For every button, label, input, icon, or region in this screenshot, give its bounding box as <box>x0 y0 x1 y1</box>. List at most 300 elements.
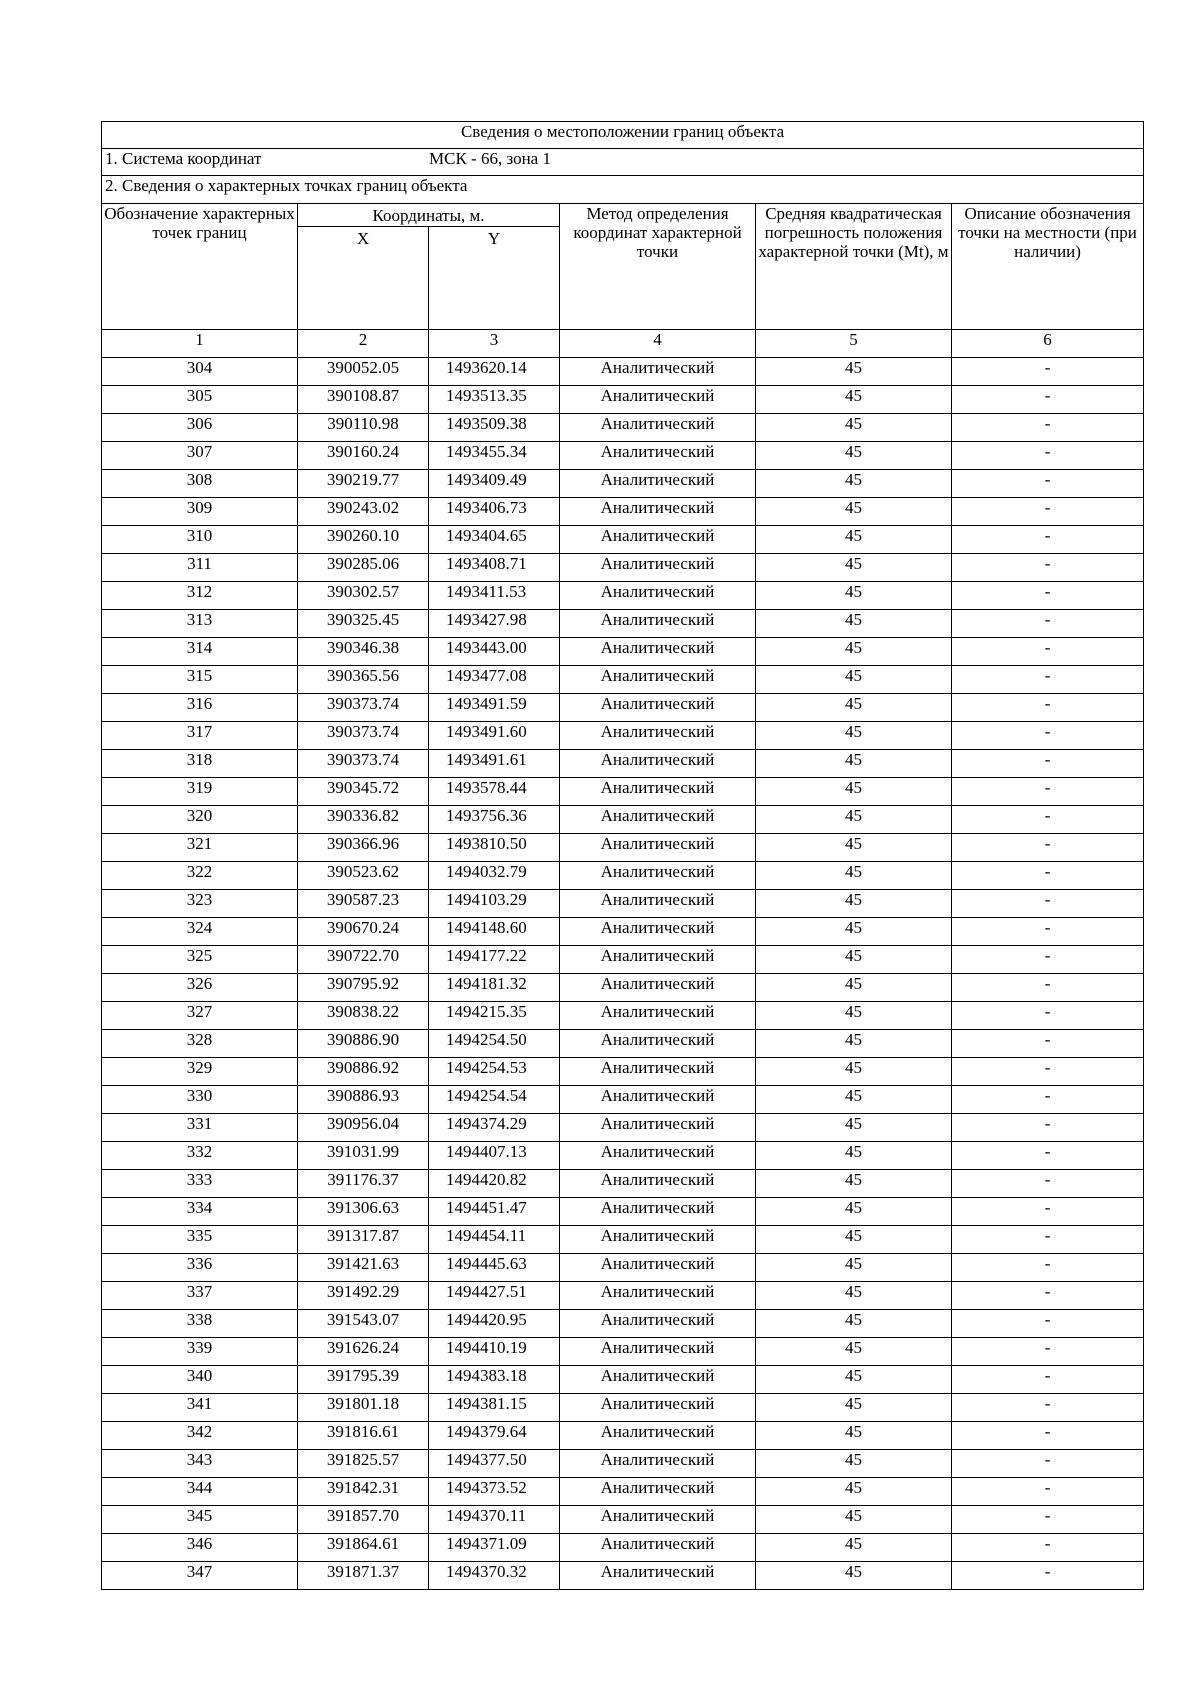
error-cell: 45 <box>756 1282 952 1310</box>
method-cell: Аналитический <box>560 806 756 834</box>
method-cell: Аналитический <box>560 442 756 470</box>
description-cell: - <box>952 1114 1144 1142</box>
method-cell: Аналитический <box>560 1170 756 1198</box>
description-cell: - <box>952 610 1144 638</box>
x-coordinate-cell: 390110.98 <box>298 414 429 442</box>
column-number: 2 <box>298 330 429 358</box>
error-cell: 45 <box>756 1338 952 1366</box>
point-id-cell: 328 <box>102 1030 298 1058</box>
y-coordinate-cell: 1493509.38 <box>429 414 560 442</box>
method-cell: Аналитический <box>560 1114 756 1142</box>
description-cell: - <box>952 1282 1144 1310</box>
method-cell: Аналитический <box>560 414 756 442</box>
y-coordinate-cell: 1493411.53 <box>429 582 560 610</box>
point-id-cell: 331 <box>102 1114 298 1142</box>
description-cell: - <box>952 1562 1144 1590</box>
description-cell: - <box>952 498 1144 526</box>
y-coordinate-cell: 1494370.11 <box>429 1506 560 1534</box>
description-cell: - <box>952 1002 1144 1030</box>
column-number: 4 <box>560 330 756 358</box>
point-id-cell: 304 <box>102 358 298 386</box>
description-cell: - <box>952 1310 1144 1338</box>
error-cell: 45 <box>756 1226 952 1254</box>
y-coordinate-cell: 1494254.54 <box>429 1086 560 1114</box>
table-row <box>102 1562 1144 1590</box>
table-row <box>102 582 1144 610</box>
method-cell: Аналитический <box>560 1058 756 1086</box>
column-number: 5 <box>756 330 952 358</box>
method-cell: Аналитический <box>560 666 756 694</box>
header-method: Метод определения координат характерной точки <box>560 204 756 330</box>
x-coordinate-cell: 390886.93 <box>298 1086 429 1114</box>
y-coordinate-cell: 1494451.47 <box>429 1198 560 1226</box>
method-cell: Аналитический <box>560 862 756 890</box>
table-row <box>102 1254 1144 1282</box>
table-row <box>102 1506 1144 1534</box>
table-row <box>102 890 1144 918</box>
y-coordinate-cell: 1494148.60 <box>429 918 560 946</box>
y-coordinate-cell: 1493477.08 <box>429 666 560 694</box>
method-cell: Аналитический <box>560 1086 756 1114</box>
description-cell: - <box>952 806 1144 834</box>
description-cell: - <box>952 1170 1144 1198</box>
table-row <box>102 1142 1144 1170</box>
method-cell: Аналитический <box>560 526 756 554</box>
error-cell: 45 <box>756 1254 952 1282</box>
error-cell: 45 <box>756 1142 952 1170</box>
error-cell: 45 <box>756 722 952 750</box>
header-mean-square-error: Средняя квадратическая погрешность положения характерной точки (Mt), м <box>756 204 952 330</box>
method-cell: Аналитический <box>560 918 756 946</box>
x-coordinate-cell: 390722.70 <box>298 946 429 974</box>
x-coordinate-cell: 390366.96 <box>298 834 429 862</box>
method-cell: Аналитический <box>560 778 756 806</box>
description-cell: - <box>952 918 1144 946</box>
section-2-row <box>102 176 1144 204</box>
y-coordinate-cell: 1494103.29 <box>429 890 560 918</box>
table-row <box>102 470 1144 498</box>
column-number-row <box>102 330 1144 358</box>
table-row <box>102 1002 1144 1030</box>
y-coordinate-cell: 1493408.71 <box>429 554 560 582</box>
description-cell: - <box>952 834 1144 862</box>
x-coordinate-cell: 391421.63 <box>298 1254 429 1282</box>
point-id-cell: 322 <box>102 862 298 890</box>
x-coordinate-cell: 391492.29 <box>298 1282 429 1310</box>
x-coordinate-cell: 391306.63 <box>298 1198 429 1226</box>
x-coordinate-cell: 391816.61 <box>298 1422 429 1450</box>
x-coordinate-cell: 391317.87 <box>298 1226 429 1254</box>
y-coordinate-cell: 1494379.64 <box>429 1422 560 1450</box>
y-coordinate-cell: 1493427.98 <box>429 610 560 638</box>
table-row <box>102 1450 1144 1478</box>
error-cell: 45 <box>756 498 952 526</box>
description-cell: - <box>952 666 1144 694</box>
point-id-cell: 326 <box>102 974 298 1002</box>
method-cell: Аналитический <box>560 1506 756 1534</box>
header-point-designation: Обозначение характерных точек границ <box>102 204 298 330</box>
error-cell: 45 <box>756 610 952 638</box>
method-cell: Аналитический <box>560 974 756 1002</box>
table-row <box>102 1394 1144 1422</box>
point-id-cell: 347 <box>102 1562 298 1590</box>
method-cell: Аналитический <box>560 386 756 414</box>
x-coordinate-cell: 390325.45 <box>298 610 429 638</box>
x-coordinate-cell: 390886.90 <box>298 1030 429 1058</box>
x-coordinate-cell: 390587.23 <box>298 890 429 918</box>
table-row <box>102 414 1144 442</box>
x-coordinate-cell: 390243.02 <box>298 498 429 526</box>
y-coordinate-cell: 1493406.73 <box>429 498 560 526</box>
point-id-cell: 330 <box>102 1086 298 1114</box>
table-row <box>102 442 1144 470</box>
table-row <box>102 778 1144 806</box>
method-cell: Аналитический <box>560 946 756 974</box>
description-cell: - <box>952 1198 1144 1226</box>
error-cell: 45 <box>756 414 952 442</box>
x-coordinate-cell: 390345.72 <box>298 778 429 806</box>
point-id-cell: 314 <box>102 638 298 666</box>
error-cell: 45 <box>756 974 952 1002</box>
error-cell: 45 <box>756 918 952 946</box>
error-cell: 45 <box>756 1534 952 1562</box>
point-id-cell: 305 <box>102 386 298 414</box>
error-cell: 45 <box>756 1002 952 1030</box>
description-cell: - <box>952 470 1144 498</box>
error-cell: 45 <box>756 1450 952 1478</box>
point-id-cell: 334 <box>102 1198 298 1226</box>
y-coordinate-cell: 1494374.29 <box>429 1114 560 1142</box>
x-coordinate-cell: 391176.37 <box>298 1170 429 1198</box>
table-row <box>102 638 1144 666</box>
error-cell: 45 <box>756 1366 952 1394</box>
y-coordinate-cell: 1493620.14 <box>429 358 560 386</box>
error-cell: 45 <box>756 638 952 666</box>
column-number: 6 <box>952 330 1144 358</box>
y-coordinate-cell: 1493491.59 <box>429 694 560 722</box>
point-id-cell: 335 <box>102 1226 298 1254</box>
x-coordinate-cell: 390052.05 <box>298 358 429 386</box>
error-cell: 45 <box>756 666 952 694</box>
table-row <box>102 918 1144 946</box>
point-id-cell: 313 <box>102 610 298 638</box>
y-coordinate-cell: 1494032.79 <box>429 862 560 890</box>
point-id-cell: 340 <box>102 1366 298 1394</box>
table-row <box>102 1534 1144 1562</box>
method-cell: Аналитический <box>560 498 756 526</box>
header-row-1 <box>102 204 1144 227</box>
table-row <box>102 834 1144 862</box>
point-id-cell: 312 <box>102 582 298 610</box>
description-cell: - <box>952 946 1144 974</box>
x-coordinate-cell: 390285.06 <box>298 554 429 582</box>
description-cell: - <box>952 442 1144 470</box>
method-cell: Аналитический <box>560 1002 756 1030</box>
description-cell: - <box>952 1478 1144 1506</box>
description-cell: - <box>952 1058 1144 1086</box>
table-row <box>102 1422 1144 1450</box>
point-id-cell: 321 <box>102 834 298 862</box>
description-cell: - <box>952 1506 1144 1534</box>
description-cell: - <box>952 358 1144 386</box>
point-id-cell: 325 <box>102 946 298 974</box>
error-cell: 45 <box>756 554 952 582</box>
x-coordinate-cell: 390373.74 <box>298 750 429 778</box>
error-cell: 45 <box>756 1562 952 1590</box>
y-coordinate-cell: 1494371.09 <box>429 1534 560 1562</box>
y-coordinate-cell: 1494377.50 <box>429 1450 560 1478</box>
error-cell: 45 <box>756 1086 952 1114</box>
description-cell: - <box>952 554 1144 582</box>
y-coordinate-cell: 1494181.32 <box>429 974 560 1002</box>
error-cell: 45 <box>756 1422 952 1450</box>
method-cell: Аналитический <box>560 834 756 862</box>
description-cell: - <box>952 1366 1144 1394</box>
point-id-cell: 324 <box>102 918 298 946</box>
table-row <box>102 1030 1144 1058</box>
coord-system-value: МСК - 66, зона 1 <box>429 149 551 168</box>
header-x: X <box>298 227 429 330</box>
method-cell: Аналитический <box>560 1198 756 1226</box>
point-id-cell: 306 <box>102 414 298 442</box>
error-cell: 45 <box>756 946 952 974</box>
x-coordinate-cell: 390373.74 <box>298 694 429 722</box>
x-coordinate-cell: 390219.77 <box>298 470 429 498</box>
x-coordinate-cell: 391857.70 <box>298 1506 429 1534</box>
description-cell: - <box>952 638 1144 666</box>
x-coordinate-cell: 390795.92 <box>298 974 429 1002</box>
error-cell: 45 <box>756 1170 952 1198</box>
x-coordinate-cell: 390346.38 <box>298 638 429 666</box>
error-cell: 45 <box>756 1478 952 1506</box>
point-id-cell: 342 <box>102 1422 298 1450</box>
method-cell: Аналитический <box>560 1450 756 1478</box>
method-cell: Аналитический <box>560 1534 756 1562</box>
description-cell: - <box>952 1030 1144 1058</box>
table-row <box>102 946 1144 974</box>
method-cell: Аналитический <box>560 358 756 386</box>
description-cell: - <box>952 582 1144 610</box>
y-coordinate-cell: 1493491.60 <box>429 722 560 750</box>
table-row <box>102 750 1144 778</box>
description-cell: - <box>952 1226 1144 1254</box>
method-cell: Аналитический <box>560 1030 756 1058</box>
x-coordinate-cell: 390373.74 <box>298 722 429 750</box>
table-row <box>102 554 1144 582</box>
error-cell: 45 <box>756 582 952 610</box>
x-coordinate-cell: 391543.07 <box>298 1310 429 1338</box>
error-cell: 45 <box>756 750 952 778</box>
y-coordinate-cell: 1494420.82 <box>429 1170 560 1198</box>
table-title: Сведения о местоположении границ объекта <box>102 122 1144 149</box>
description-cell: - <box>952 722 1144 750</box>
table-row <box>102 1310 1144 1338</box>
header-y: Y <box>429 227 560 330</box>
x-coordinate-cell: 391864.61 <box>298 1534 429 1562</box>
point-id-cell: 329 <box>102 1058 298 1086</box>
error-cell: 45 <box>756 1198 952 1226</box>
method-cell: Аналитический <box>560 694 756 722</box>
header-point-description: Описание обозначения точки на местности (при наличии) <box>952 204 1144 330</box>
column-number: 1 <box>102 330 298 358</box>
table-row <box>102 1282 1144 1310</box>
y-coordinate-cell: 1493455.34 <box>429 442 560 470</box>
table-row <box>102 498 1144 526</box>
y-coordinate-cell: 1493756.36 <box>429 806 560 834</box>
table-row <box>102 722 1144 750</box>
y-coordinate-cell: 1493810.50 <box>429 834 560 862</box>
point-id-cell: 316 <box>102 694 298 722</box>
error-cell: 45 <box>756 386 952 414</box>
title-row <box>102 122 1144 149</box>
point-id-cell: 345 <box>102 1506 298 1534</box>
y-coordinate-cell: 1493443.00 <box>429 638 560 666</box>
description-cell: - <box>952 1338 1144 1366</box>
table-row <box>102 862 1144 890</box>
error-cell: 45 <box>756 526 952 554</box>
description-cell: - <box>952 1450 1144 1478</box>
point-id-cell: 343 <box>102 1450 298 1478</box>
y-coordinate-cell: 1493404.65 <box>429 526 560 554</box>
description-cell: - <box>952 1422 1144 1450</box>
x-coordinate-cell: 391801.18 <box>298 1394 429 1422</box>
table-row <box>102 1086 1144 1114</box>
coord-system-cell <box>102 149 1144 176</box>
description-cell: - <box>952 386 1144 414</box>
point-id-cell: 327 <box>102 1002 298 1030</box>
y-coordinate-cell: 1493409.49 <box>429 470 560 498</box>
y-coordinate-cell: 1494420.95 <box>429 1310 560 1338</box>
method-cell: Аналитический <box>560 554 756 582</box>
point-id-cell: 346 <box>102 1534 298 1562</box>
point-id-cell: 332 <box>102 1142 298 1170</box>
y-coordinate-cell: 1494410.19 <box>429 1338 560 1366</box>
table-row <box>102 1114 1144 1142</box>
method-cell: Аналитический <box>560 638 756 666</box>
error-cell: 45 <box>756 1114 952 1142</box>
point-id-cell: 337 <box>102 1282 298 1310</box>
point-id-cell: 344 <box>102 1478 298 1506</box>
x-coordinate-cell: 390838.22 <box>298 1002 429 1030</box>
description-cell: - <box>952 1086 1144 1114</box>
x-coordinate-cell: 390523.62 <box>298 862 429 890</box>
description-cell: - <box>952 750 1144 778</box>
y-coordinate-cell: 1493513.35 <box>429 386 560 414</box>
point-id-cell: 336 <box>102 1254 298 1282</box>
description-cell: - <box>952 778 1144 806</box>
method-cell: Аналитический <box>560 1562 756 1590</box>
table-row <box>102 1366 1144 1394</box>
error-cell: 45 <box>756 862 952 890</box>
method-cell: Аналитический <box>560 722 756 750</box>
x-coordinate-cell: 390260.10 <box>298 526 429 554</box>
x-coordinate-cell: 391031.99 <box>298 1142 429 1170</box>
point-id-cell: 320 <box>102 806 298 834</box>
method-cell: Аналитический <box>560 1310 756 1338</box>
error-cell: 45 <box>756 694 952 722</box>
boundary-points-sheet <box>101 121 1143 1590</box>
table-row <box>102 1338 1144 1366</box>
table-row <box>102 806 1144 834</box>
column-number: 3 <box>429 330 560 358</box>
x-coordinate-cell: 390886.92 <box>298 1058 429 1086</box>
description-cell: - <box>952 862 1144 890</box>
method-cell: Аналитический <box>560 1478 756 1506</box>
y-coordinate-cell: 1494254.50 <box>429 1030 560 1058</box>
table-row <box>102 526 1144 554</box>
y-coordinate-cell: 1494407.13 <box>429 1142 560 1170</box>
point-id-cell: 333 <box>102 1170 298 1198</box>
y-coordinate-cell: 1494445.63 <box>429 1254 560 1282</box>
table-row <box>102 358 1144 386</box>
error-cell: 45 <box>756 1394 952 1422</box>
coord-system-row <box>102 149 1144 176</box>
error-cell: 45 <box>756 806 952 834</box>
table-row <box>102 1170 1144 1198</box>
x-coordinate-cell: 391626.24 <box>298 1338 429 1366</box>
y-coordinate-cell: 1494254.53 <box>429 1058 560 1086</box>
method-cell: Аналитический <box>560 1254 756 1282</box>
table-row <box>102 1198 1144 1226</box>
method-cell: Аналитический <box>560 1366 756 1394</box>
error-cell: 45 <box>756 890 952 918</box>
x-coordinate-cell: 391795.39 <box>298 1366 429 1394</box>
table-row <box>102 386 1144 414</box>
error-cell: 45 <box>756 1506 952 1534</box>
error-cell: 45 <box>756 1058 952 1086</box>
y-coordinate-cell: 1494215.35 <box>429 1002 560 1030</box>
y-coordinate-cell: 1494454.11 <box>429 1226 560 1254</box>
description-cell: - <box>952 1142 1144 1170</box>
table-row <box>102 1058 1144 1086</box>
y-coordinate-cell: 1493491.61 <box>429 750 560 778</box>
x-coordinate-cell: 390365.56 <box>298 666 429 694</box>
x-coordinate-cell: 390670.24 <box>298 918 429 946</box>
y-coordinate-cell: 1494370.32 <box>429 1562 560 1590</box>
y-coordinate-cell: 1494383.18 <box>429 1366 560 1394</box>
method-cell: Аналитический <box>560 890 756 918</box>
boundary-points-table <box>101 121 1144 1590</box>
point-id-cell: 319 <box>102 778 298 806</box>
table-row <box>102 1226 1144 1254</box>
point-id-cell: 317 <box>102 722 298 750</box>
point-id-cell: 315 <box>102 666 298 694</box>
x-coordinate-cell: 390160.24 <box>298 442 429 470</box>
description-cell: - <box>952 694 1144 722</box>
method-cell: Аналитический <box>560 582 756 610</box>
point-id-cell: 309 <box>102 498 298 526</box>
section-2-heading: 2. Сведения о характерных точках границ объекта <box>102 176 1144 204</box>
method-cell: Аналитический <box>560 1394 756 1422</box>
table-row <box>102 694 1144 722</box>
table-body <box>102 122 1144 1590</box>
point-id-cell: 339 <box>102 1338 298 1366</box>
method-cell: Аналитический <box>560 1282 756 1310</box>
x-coordinate-cell: 390336.82 <box>298 806 429 834</box>
y-coordinate-cell: 1494381.15 <box>429 1394 560 1422</box>
x-coordinate-cell: 391871.37 <box>298 1562 429 1590</box>
y-coordinate-cell: 1494177.22 <box>429 946 560 974</box>
description-cell: - <box>952 1534 1144 1562</box>
x-coordinate-cell: 390956.04 <box>298 1114 429 1142</box>
table-row <box>102 610 1144 638</box>
table-row <box>102 666 1144 694</box>
coord-system-label: 1. Система координат <box>105 149 262 168</box>
method-cell: Аналитический <box>560 1226 756 1254</box>
error-cell: 45 <box>756 358 952 386</box>
description-cell: - <box>952 1254 1144 1282</box>
error-cell: 45 <box>756 1310 952 1338</box>
